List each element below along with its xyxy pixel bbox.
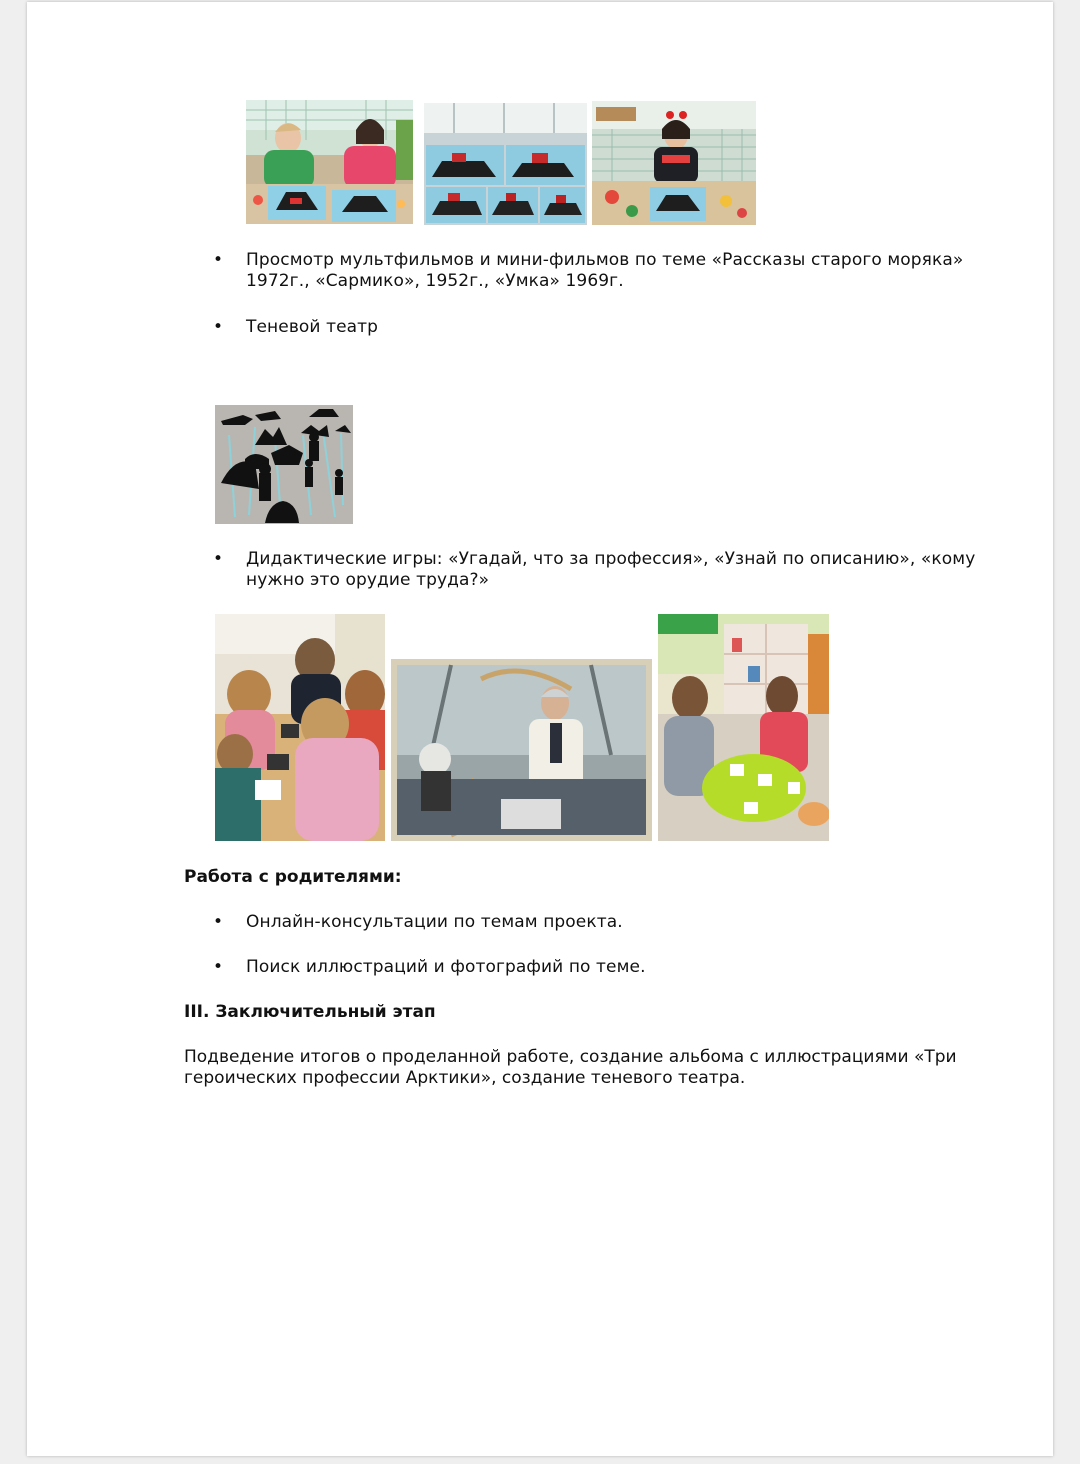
photo-girls-green-table: [658, 614, 829, 841]
final-stage-paragraph: [184, 1047, 957, 1089]
section-heading-parents: Работа с родителями:: [184, 867, 402, 887]
photo-ship-drawings: [424, 103, 587, 225]
bullet-marker: •: [213, 250, 224, 270]
final-paragraph-line1: Подведение итогов о проделанной работе, создание альбома с иллюстрациями «Три: [184, 1047, 957, 1067]
bullet-cartoons: [246, 250, 963, 292]
bullet-games-line1: Дидактические игры: «Угадай, что за профессия», «Узнай по описанию», «кому: [246, 549, 976, 569]
photo-ship-captain: [391, 659, 652, 841]
bullet-marker: •: [213, 317, 224, 337]
bullet-shadow-theatre: Теневой театр: [246, 317, 379, 337]
photo-children-game-table: [215, 614, 385, 841]
bullet-search-illustrations: Поиск иллюстраций и фотографий по теме.: [246, 957, 646, 977]
final-paragraph-line2: героических профессии Арктики», создание теневого театра.: [184, 1068, 746, 1088]
bullet-didactic-games: [246, 549, 975, 591]
photo-children-drawing: [246, 100, 413, 224]
bullet-games-line2: нужно это орудие труда?»: [246, 570, 490, 590]
bullet-cartoons-line2: 1972г., «Сармико», 1952г., «Умка» 1969г.: [246, 271, 624, 291]
bullet-marker: •: [213, 549, 224, 569]
bullet-cartoons-line1: Просмотр мультфильмов и мини-фильмов по теме «Рассказы старого моряка»: [246, 250, 964, 270]
section-heading-final-stage: III. Заключительный этап: [184, 1002, 436, 1022]
bullet-marker: •: [213, 957, 224, 977]
photo-shadow-puppets: [215, 405, 353, 524]
photo-child-at-table: [592, 101, 756, 225]
bullet-marker: •: [213, 912, 224, 932]
document-page: [27, 2, 1053, 1456]
bullet-online-consultations: Онлайн-консультации по темам проекта.: [246, 912, 623, 932]
